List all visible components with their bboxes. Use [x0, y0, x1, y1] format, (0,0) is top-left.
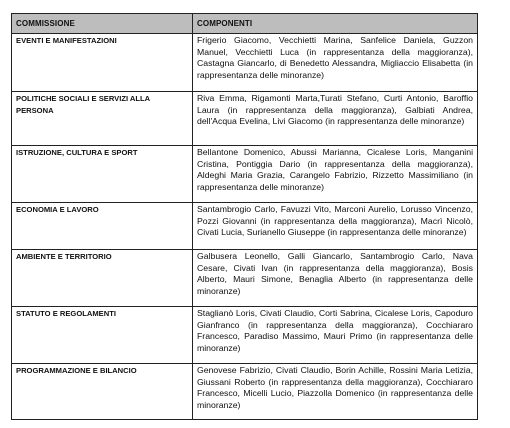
- table-row: [12, 364, 478, 420]
- commission-members: Genovese Fabrizio, Civati Claudio, Borin Achille, Rossini Maria Letizia, Giussani Roberto (in rappresentanza della maggioranza), Cocchiararo Francesco, Micelli Lucio, Piazzolla Domenico (in rappresentanza delle minoranze): [193, 364, 478, 420]
- commission-name: ECONOMIA E LAVORO: [12, 203, 193, 250]
- table-row: [12, 250, 478, 307]
- commission-name: EVENTI E MANIFESTAZIONI: [12, 34, 193, 92]
- commission-members: Galbusera Leonello, Galli Giancarlo, Santambrogio Carlo, Nava Cesare, Civati Ivan (in rappresentanza della maggioranza), Bosis Alberto, Mauri Simone, Benaglia Alberto (in rappresentanza delle minoranze): [193, 250, 478, 307]
- table-row: [12, 92, 478, 146]
- commission-name: PROGRAMMAZIONE E BILANCIO: [12, 364, 193, 420]
- commission-name: STATUTO E REGOLAMENTI: [12, 307, 193, 364]
- table-row: [12, 203, 478, 250]
- commission-members: Riva Emma, Rigamonti Marta,Turati Stefano, Curti Antonio, Baroffio Laura (in rappresentanza della maggioranza), Galbiati Andrea, dell'Acqua Evelina, Livi Giacomo (in rappresentanza delle minoranze): [193, 92, 478, 146]
- commission-name: AMBIENTE E TERRITORIO: [12, 250, 193, 307]
- table-row: [12, 307, 478, 364]
- commission-members: Staglianò Loris, Civati Claudio, Corti Sabrina, Cicalese Loris, Capoduro Gianfranco (in rappresentanza della maggioranza), Cocchiararo Francesco, Paradiso Massimo, Mauri Primo (in rappresentanza delle minoranze): [193, 307, 478, 364]
- table-row: [12, 34, 478, 92]
- commission-name: ISTRUZIONE, CULTURA E SPORT: [12, 146, 193, 203]
- commission-name: POLITICHE SOCIALI E SERVIZI ALLA PERSONA: [12, 92, 193, 146]
- table-header-row: [12, 14, 478, 34]
- commissions-table: [11, 13, 478, 420]
- commission-members: Santambrogio Carlo, Favuzzi Vito, Marconi Aurelio, Lorusso Vincenzo, Pozzi Giovanni (in rappresentanza della maggioranza), Macrì Nicolò, Civati Lucia, Surianello Giuseppe (in rappresentanza delle minoranze): [193, 203, 478, 250]
- commission-members: Frigerio Giacomo, Vecchietti Marina, Sanfelice Daniela, Guzzon Manuel, Vecchietti Luca (in rappresentanza della maggioranza), Castagna Giancarlo, di Benedetto Alessandra, Migliaccio Elisabetta (in rappresentanza delle minoranze): [193, 34, 478, 92]
- table-row: [12, 146, 478, 203]
- header-componenti: COMPONENTI: [193, 14, 478, 34]
- header-commissione: COMMISSIONE: [12, 14, 193, 34]
- commission-members: Bellantone Domenico, Abussi Marianna, Cicalese Loris, Manganini Cristina, Pontiggia Dario (in rappresentanza della maggioranza), Aldeghi Maria Grazia, Carangelo Fabrizio, Rizzetto Massimiliano (in rappresentanza delle minoranze): [193, 146, 478, 203]
